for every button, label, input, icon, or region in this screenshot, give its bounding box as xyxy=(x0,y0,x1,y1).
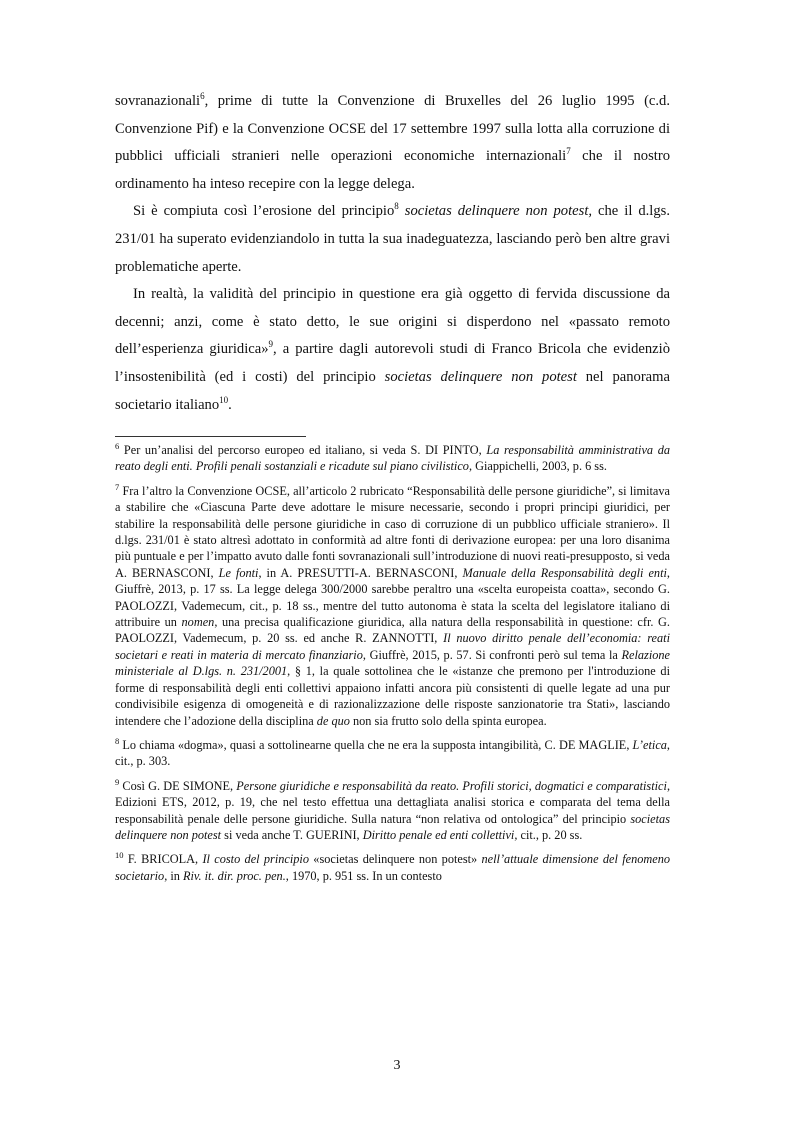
italic-text-run: Il costo del principio xyxy=(202,852,309,867)
text-run: F. BRICOLA, xyxy=(123,852,203,867)
paragraph-2 xyxy=(115,198,670,281)
text-run: , in A. PRESUTTI-A. BERNASCONI, xyxy=(258,565,463,580)
text-run: sovranazionali xyxy=(115,93,201,109)
italic-text-run: nomen xyxy=(181,615,215,630)
italic-text-run: de quo xyxy=(316,713,350,728)
italic-text-run: La responsabilità amministrativa da reato degli enti. Profili penali sostanziali e ricadute sul piano civilistico xyxy=(115,443,671,474)
footnote-ref-10[interactable]: 10 xyxy=(219,394,229,405)
text-run: , Giappichelli, 2003, p. 6 ss. xyxy=(468,459,607,474)
text-run: Si è compiuta così l’erosione del principio xyxy=(133,203,395,220)
footnote-10 xyxy=(115,851,670,884)
footnote-number: 7 xyxy=(115,481,120,492)
italic-text-run: Le fonti xyxy=(218,565,259,580)
footnote-number: 10 xyxy=(115,850,124,861)
text-run: Così G. DE SIMONE, xyxy=(119,778,237,793)
text-run: si veda anche T. GUERINI, xyxy=(221,827,363,842)
text-run: , 1970, p. 951 ss. In un contesto xyxy=(285,868,442,883)
text-run: non sia frutto solo della spinta europea. xyxy=(349,713,547,728)
italic-text-run: L’etica xyxy=(632,737,667,752)
text-run: In realtà, la validità del principio in questione era già oggetto di fervida discussione da decenni; anzi, come è stato detto, le sue origini si disperdono nel «passato remoto dell’esperienza giuridica» xyxy=(115,286,670,358)
page-number: 3 xyxy=(393,1058,401,1073)
paragraph-3 xyxy=(115,281,670,419)
italic-text-run: Diritto penale ed enti collettivi, xyxy=(362,827,518,842)
text-run: Lo chiama «dogma», quasi a sottolinearne quella che ne era la supposta intangibilità, C. DE MAGLIE, xyxy=(119,737,633,752)
text-run: che il nostro ordinamento ha inteso recepire con la legge delega. xyxy=(115,148,670,192)
text-run: , Giuffrè, 2015, p. 57. Si confronti però sul tema la xyxy=(362,647,622,662)
text-run: . xyxy=(228,396,232,413)
italic-text-run: nell’attuale dimensione del fenomeno societario xyxy=(115,852,670,883)
text-run: , in xyxy=(164,868,183,883)
footnotes xyxy=(115,442,670,892)
italic-text-run: societas delinquere non potest, xyxy=(398,203,593,220)
footnote-separator xyxy=(115,436,306,437)
footnote-7 xyxy=(115,483,670,729)
footnote-8 xyxy=(115,737,670,770)
text-run: Per un’analisi del percorso europeo ed italiano, si veda S. DI PINTO, xyxy=(119,443,487,457)
italic-text-run: Persone giuridiche e responsabilità da reato. Profili storici, dogmatici e comparatistici xyxy=(236,778,667,793)
text-run: che il d.lgs. 231/01 ha superato evidenziandolo in tutta la sua inadeguatezza, lasciando però ben altre gravi problematiche aperte. xyxy=(115,203,670,275)
paragraph-1 xyxy=(115,88,670,198)
main-text xyxy=(115,88,670,419)
text-run: , Edizioni ETS, 2012, p. 19, che nel testo effettua una dettagliata analisi storica e comparata del tema della responsabilità penale delle persone giuridiche. Sulla natura “non relativa od ontologica” del principio xyxy=(115,778,671,826)
text-run: , cit., p. 303. xyxy=(115,737,670,769)
footnote-number: 6 xyxy=(115,441,120,451)
text-run: cit., p. 20 ss. xyxy=(517,827,583,842)
italic-text-run: Il nuovo diritto penale dell’economia: reati societari e reati in materia di mercato finanziario xyxy=(115,631,670,662)
italic-text-run: Manuale della Responsabilità degli enti xyxy=(462,565,667,580)
footnote-number: 8 xyxy=(115,735,120,746)
italic-text-run: societas delinquere non potest xyxy=(384,368,577,385)
text-run: Fra l’altro la Convenzione OCSE, all’articolo 2 rubricato “Responsabilità delle persone giuridiche”, si limitava a stabilire che «Ciascuna Parte deve adottare le misure necessarie, secondo i propri principi giuridici, per stabilire la responsabilità delle persone giuridiche in caso di corruzione di un pubblico ufficiale straniero». Il d.lgs. 231/01 è stato altresì adottato in conformità ad altre fonti di derivazione europea: per una loro disanima più puntuale e per l’impatto avuto dalle fonti sovranazionali sull’introduzione di nuovi reati-presupposto, si veda A. BERNASCONI, xyxy=(115,483,670,580)
text-run: , una precisa qualificazione giuridica, alla natura della responsabilità in questione: cfr. G. PAOLOZZI, Vademecum, p. 20 ss. ed anche R. ZANNOTTI, xyxy=(115,615,670,646)
footnote-ref-8[interactable]: 8 xyxy=(394,201,399,212)
footnote-ref-6[interactable]: 6 xyxy=(200,91,205,101)
text-run: nel panorama societario italiano xyxy=(115,368,670,413)
footnote-ref-7[interactable]: 7 xyxy=(566,146,571,157)
footnote-9 xyxy=(115,778,670,844)
text-run: , a partire dagli autorevoli studi di Franco Bricola che evidenziò l’insostenibilità (ed i costi) del principio xyxy=(115,341,670,385)
text-run: «societas delinquere non potest» xyxy=(308,852,482,867)
text-run: , Giuffrè, 2013, p. 17 ss. La legge delega 300/2000 sarebbe peraltro una «scelta europeista coatta», secondo G. PAOLOZZI, Vademecum, cit., p. 18 ss., mentre del tutto autonoma è stata la scelta del legislatore italiano di attribuire un xyxy=(115,565,670,630)
italic-text-run: Relazione ministeriale al D.lgs. n. 231/2001 xyxy=(115,647,670,679)
footnote-ref-9[interactable]: 9 xyxy=(268,339,274,350)
italic-text-run: Riv. it. dir. proc. pen. xyxy=(182,868,286,883)
text-run: , § 1, la quale sottolinea che le «istanze che premono per l'introduzione di forme di responsabilità degli enti collettivi appaiono infatti ancora più consistenti di quelle legate ad una pur condivisibile esigenza di omogeneità e di razionalizzazione delle risposte sanzionatorie tra Stati», lasciando intendere che l’adozione della disciplina xyxy=(115,664,671,728)
footnote-number: 9 xyxy=(115,776,120,787)
text-run: , prime di tutte la Convenzione di Bruxelles del 26 luglio 1995 (c.d. Convenzione Pif) e la Convenzione OCSE del 17 settembre 1997 sulla lotta alla corruzione di pubblici ufficiali stranieri nelle operazioni economiche internazionali xyxy=(115,93,670,165)
italic-text-run: societas delinquere non potest xyxy=(115,811,670,842)
footnote-6 xyxy=(115,442,670,475)
